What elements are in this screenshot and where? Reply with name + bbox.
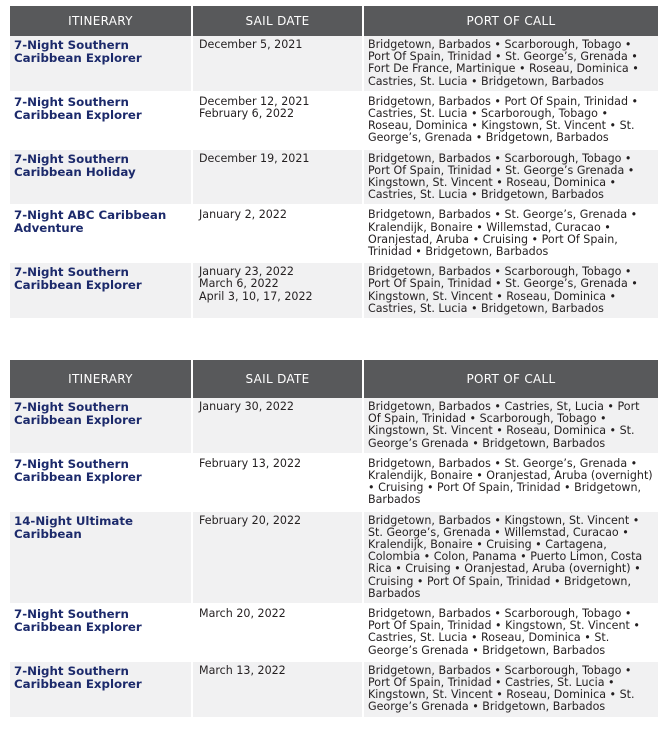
table-header-row bbox=[10, 360, 658, 398]
sail-date: March 13, 2022 bbox=[199, 663, 286, 677]
itinerary-cell: 14-Night Ultimate Caribbean bbox=[10, 511, 192, 604]
itinerary-cell: 7-Night Southern Caribbean Explorer bbox=[10, 398, 192, 454]
port-of-call-cell: Bridgetown, Barbados • Scarborough, Tobago • Port Of Spain, Trinidad • St. George’s Grenada • Kingstown, St. Vincent • Roseau, Dominica • Castries, St. Lucia • Bridgetown, Barbados bbox=[363, 149, 658, 206]
sail-date: January 2, 2022 bbox=[199, 208, 287, 222]
table-header-row bbox=[10, 6, 658, 36]
table-row bbox=[10, 36, 658, 92]
table-row bbox=[10, 149, 658, 206]
sail-date: February 6, 2022 bbox=[199, 107, 295, 121]
itinerary-table-2 bbox=[10, 360, 658, 719]
itinerary-table-1 bbox=[10, 6, 658, 320]
table-row bbox=[10, 92, 658, 149]
port-of-call-cell: Bridgetown, Barbados • Scarborough, Tobago • Port Of Spain, Trinidad • Castries, St. Lucia • Kingstown, St. Vincent • Roseau, Dominica • St. George’s Grenada • Bridgetown, Barbados bbox=[363, 661, 658, 718]
table-row bbox=[10, 511, 658, 604]
sail-date-header: SAIL DATE bbox=[192, 360, 363, 398]
itinerary-cell: 7-Night Southern Caribbean Explorer bbox=[10, 661, 192, 718]
sail-date-cell bbox=[192, 262, 363, 319]
table-row bbox=[10, 398, 658, 454]
table-row bbox=[10, 661, 658, 718]
sail-date: January 30, 2022 bbox=[199, 400, 294, 413]
sail-date-cell bbox=[192, 454, 363, 511]
sail-date: March 20, 2022 bbox=[199, 607, 286, 621]
sail-date: December 12, 2021 bbox=[199, 94, 310, 108]
sail-date: April 3, 10, 17, 2022 bbox=[199, 289, 313, 303]
sail-date-cell bbox=[192, 36, 363, 92]
itinerary-cell: 7-Night Southern Caribbean Explorer bbox=[10, 262, 192, 319]
sail-date-cell bbox=[192, 661, 363, 718]
port-of-call-cell: Bridgetown, Barbados • St. George’s, Grenada • Kralendijk, Bonaire • Willemstad, Curacao • Oranjestad, Aruba • Cruising • Port Of Spain, Trinidad • Bridgetown, Barbados bbox=[363, 205, 658, 262]
port-of-call-header: PORT OF CALL bbox=[363, 6, 658, 36]
port-of-call-header: PORT OF CALL bbox=[363, 360, 658, 398]
itinerary-cell: 7-Night Southern Caribbean Explorer bbox=[10, 36, 192, 92]
sail-date: December 5, 2021 bbox=[199, 38, 303, 51]
table-row bbox=[10, 205, 658, 262]
itinerary-header: ITINERARY bbox=[10, 6, 192, 36]
itinerary-cell: 7-Night Southern Caribbean Explorer bbox=[10, 604, 192, 661]
sail-date: March 6, 2022 bbox=[199, 277, 279, 291]
port-of-call-cell: Bridgetown, Barbados • Scarborough, Tobago • Port Of Spain, Trinidad • Kingstown, St. Vincent • Castries, St. Lucia • Roseau, Dominica • St. George’s Grenada • Bridgetown, Barbados bbox=[363, 604, 658, 661]
table-row bbox=[10, 454, 658, 511]
table-body bbox=[10, 398, 658, 718]
sail-date-cell bbox=[192, 604, 363, 661]
sail-date: December 19, 2021 bbox=[199, 151, 310, 165]
itinerary-cell: 7-Night ABC Caribbean Adventure bbox=[10, 205, 192, 262]
itinerary-cell: 7-Night Southern Caribbean Holiday bbox=[10, 149, 192, 206]
table-row bbox=[10, 604, 658, 661]
port-of-call-cell: Bridgetown, Barbados • Scarborough, Tobago • Port Of Spain, Trinidad • St. George’s, Grenada • Fort De France, Martinique • Roseau, Dominica • Castries, St. Lucia • Bridgetown, Barbados bbox=[363, 36, 658, 92]
sail-date: February 20, 2022 bbox=[199, 513, 302, 527]
sail-date-header: SAIL DATE bbox=[192, 6, 363, 36]
sail-date: February 13, 2022 bbox=[199, 456, 302, 470]
sail-date-cell bbox=[192, 205, 363, 262]
sail-date-cell bbox=[192, 511, 363, 604]
port-of-call-cell: Bridgetown, Barbados • Scarborough, Tobago • Port Of Spain, Trinidad • St. George’s, Grenada • Kingstown, St. Vincent • Roseau, Dominica • Castries, St. Lucia • Bridgetown, Barbados bbox=[363, 262, 658, 319]
sail-date: January 23, 2022 bbox=[199, 265, 294, 279]
itinerary-cell: 7-Night Southern Caribbean Explorer bbox=[10, 454, 192, 511]
itinerary-cell: 7-Night Southern Caribbean Explorer bbox=[10, 92, 192, 149]
itinerary-header: ITINERARY bbox=[10, 360, 192, 398]
sail-date-cell bbox=[192, 149, 363, 206]
port-of-call-cell: Bridgetown, Barbados • Castries, St, Lucia • Port Of Spain, Trinidad • Scarborough, Tobago • Kingstown, St. Vincent • Roseau, Dominica • St. George’s Grenada • Bridgetown, Barbados bbox=[363, 398, 658, 454]
sail-date-cell bbox=[192, 398, 363, 454]
port-of-call-cell: Bridgetown, Barbados • St. George’s, Grenada • Kralendijk, Bonaire • Oranjestad, Aruba (overnight) • Cruising • Port Of Spain, Trinidad • Bridgetown, Barbados bbox=[363, 454, 658, 511]
port-of-call-cell: Bridgetown, Barbados • Kingstown, St. Vincent • St. George’s, Grenada • Willemstad, Curacao • Kralendijk, Bonaire • Cruising • Cartagena, Colombia • Colon, Panama • Puerto Limon, Costa Rica • Cruising • Oranjestad, Aruba (overnight) • Cruising • Port Of Spain, Trinidad • Bridgetown, Barbados bbox=[363, 511, 658, 604]
table-row bbox=[10, 262, 658, 319]
sail-date-cell bbox=[192, 92, 363, 149]
port-of-call-cell: Bridgetown, Barbados • Port Of Spain, Trinidad • Castries, St. Lucia • Scarborough, Tobago • Roseau, Dominica • Kingstown, St. Vincent • St. George’s, Grenada • Bridgetown, Barbados bbox=[363, 92, 658, 149]
table-body bbox=[10, 36, 658, 319]
